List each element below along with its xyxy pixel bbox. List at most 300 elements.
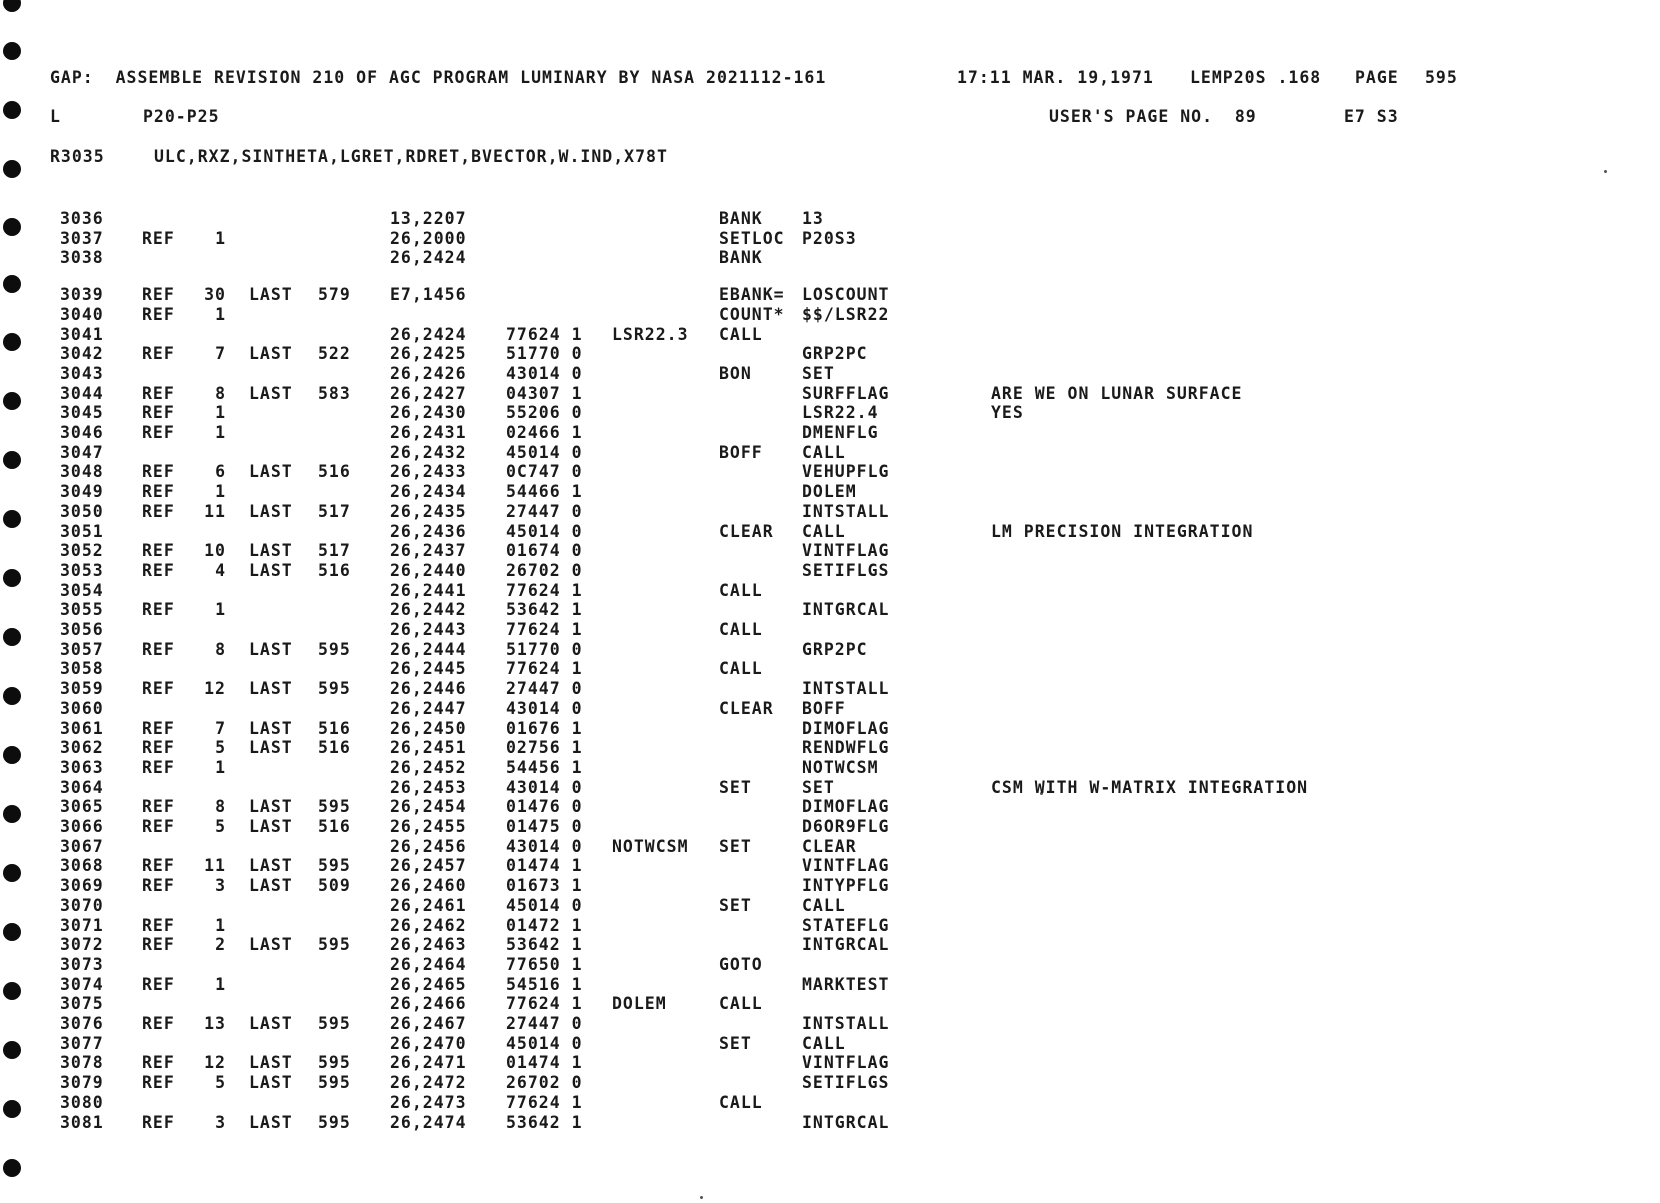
listing-addr-cell: 26,2431 xyxy=(390,423,467,442)
listing-row xyxy=(0,384,1500,404)
listing-label-cell: LSR22.3 xyxy=(612,324,689,344)
listing-line-cell: 3075 xyxy=(60,994,104,1014)
listing-operand-cell: SETIFLGS xyxy=(802,560,890,580)
listing-line-cell: 3041 xyxy=(60,324,104,344)
listing-ref-cell: REF xyxy=(142,541,175,561)
listing-addr-cell: 26,2453 xyxy=(390,777,467,797)
listing-lastn-cell: 595 xyxy=(318,1014,351,1033)
header-tape: LEMP20S .168 xyxy=(1190,68,1322,87)
listing-op-cell: SET xyxy=(719,895,752,915)
listing-row xyxy=(0,994,1500,1014)
listing-line-cell: 3064 xyxy=(60,777,104,797)
listing-lastn-cell: 517 xyxy=(318,501,351,521)
listing-operand-cell: D6OR9FLG xyxy=(802,817,890,836)
listing-code-cell: 77650 1 xyxy=(506,954,583,974)
listing-row xyxy=(0,229,1500,249)
listing-addr-cell: 26,2455 xyxy=(390,817,467,836)
listing-last-cell: LAST xyxy=(249,718,293,738)
listing-line-cell: 3056 xyxy=(60,620,104,639)
listing-code-cell: 77624 1 xyxy=(506,324,583,344)
listing-row xyxy=(0,285,1500,305)
listing-addr-cell: 26,2444 xyxy=(390,639,467,659)
listing-refn-cell: 7 xyxy=(215,344,226,364)
listing-row xyxy=(0,699,1500,719)
listing-ref-cell: REF xyxy=(142,856,175,876)
listing-ref-cell: REF xyxy=(142,228,175,248)
listing-row xyxy=(0,482,1500,502)
listing-addr-cell: 26,2441 xyxy=(390,580,467,600)
listing-op-cell: SET xyxy=(719,777,752,797)
listing-operand-cell: VEHUPFLG xyxy=(802,462,890,482)
listing-comment-cell: ARE WE ON LUNAR SURFACE xyxy=(991,383,1243,403)
listing-operand-cell: INTSTALL xyxy=(802,679,890,699)
listing-line-cell: 3037 xyxy=(60,228,104,248)
listing-addr-cell: 26,2443 xyxy=(390,620,467,639)
listing-op-cell: CLEAR xyxy=(719,521,774,541)
listing-operand-cell: CLEAR xyxy=(802,836,857,856)
listing-lastn-cell: 595 xyxy=(318,1112,351,1132)
listing-code-cell: 01673 1 xyxy=(506,876,583,896)
listing-lastn-cell: 595 xyxy=(318,679,351,699)
listing-row xyxy=(0,581,1500,601)
listing-operand-cell: MARKTEST xyxy=(802,974,890,994)
listing-op-cell: SET xyxy=(719,836,752,856)
bank-code: E7 S3 xyxy=(1344,107,1399,126)
listing-code-cell: 27447 0 xyxy=(506,1014,583,1033)
listing-code-cell: 45014 0 xyxy=(506,895,583,915)
listing-code-cell: 02756 1 xyxy=(506,738,583,758)
listing-ref-cell: REF xyxy=(142,1014,175,1033)
listing-refn-cell: 8 xyxy=(215,797,226,817)
log-section: P20-P25 xyxy=(143,107,220,126)
listing-code-cell: 77624 1 xyxy=(506,620,583,639)
listing-code-cell: 27447 0 xyxy=(506,679,583,699)
listing-op-cell: BON xyxy=(719,363,752,383)
listing-operand-cell: SURFFLAG xyxy=(802,383,890,403)
listing-lastn-cell: 579 xyxy=(318,285,351,305)
listing-ref-cell: REF xyxy=(142,1053,175,1073)
listing-row xyxy=(0,443,1500,463)
listing-lastn-cell: 595 xyxy=(318,1073,351,1093)
listing-refn-cell: 5 xyxy=(215,817,226,836)
listing-line-cell: 3066 xyxy=(60,817,104,836)
listing-line-cell: 3074 xyxy=(60,974,104,994)
listing-row xyxy=(0,364,1500,384)
listing-row xyxy=(0,561,1500,581)
listing-operand-cell: INTSTALL xyxy=(802,1014,890,1033)
listing-line-cell: 3052 xyxy=(60,541,104,561)
listing-row xyxy=(0,305,1500,325)
listing-addr-cell: 26,2425 xyxy=(390,344,467,364)
listing-addr-cell: 26,2437 xyxy=(390,541,467,561)
listing-addr-cell: 26,2464 xyxy=(390,954,467,974)
listing-op-cell: CALL xyxy=(719,580,763,600)
listing-line-cell: 3062 xyxy=(60,738,104,758)
listing-addr-cell: 26,2445 xyxy=(390,659,467,679)
listing-line-cell: 3080 xyxy=(60,1092,104,1112)
listing-addr-cell: 26,2474 xyxy=(390,1112,467,1132)
listing-code-cell: 53642 1 xyxy=(506,600,583,620)
listing-operand-cell: INTSTALL xyxy=(802,501,890,521)
listing-last-cell: LAST xyxy=(249,817,293,836)
listing-operand-cell: SET xyxy=(802,777,835,797)
listing-op-cell: BANK xyxy=(719,209,763,228)
listing-row xyxy=(0,620,1500,640)
listing-addr-cell: 26,2434 xyxy=(390,482,467,502)
listing-row xyxy=(0,758,1500,778)
listing-line-cell: 3047 xyxy=(60,442,104,462)
listing-ref-cell: REF xyxy=(142,639,175,659)
listing-code-cell: 43014 0 xyxy=(506,698,583,718)
users-page-number: USER'S PAGE NO. 89 xyxy=(1049,107,1257,126)
listing-refn-cell: 1 xyxy=(215,228,226,248)
listing-addr-cell: 26,2452 xyxy=(390,757,467,777)
listing-row xyxy=(0,522,1500,542)
listing-ref-cell: REF xyxy=(142,797,175,817)
listing-line-cell: 3071 xyxy=(60,915,104,935)
listing-line-cell: 3069 xyxy=(60,876,104,896)
listing-comment-cell: YES xyxy=(991,403,1024,423)
listing-row xyxy=(0,325,1500,345)
listing-line-cell: 3068 xyxy=(60,856,104,876)
listing-operand-cell: 13 xyxy=(802,209,824,228)
listing-last-cell: LAST xyxy=(249,344,293,364)
listing-code-cell: 45014 0 xyxy=(506,442,583,462)
listing-line-cell: 3081 xyxy=(60,1112,104,1132)
listing-operand-cell: SETIFLGS xyxy=(802,1073,890,1093)
listing-lastn-cell: 516 xyxy=(318,738,351,758)
listing-addr-cell: 26,2433 xyxy=(390,462,467,482)
listing-line-cell: 3045 xyxy=(60,403,104,423)
listing-last-cell: LAST xyxy=(249,935,293,955)
header-page-number: 595 xyxy=(1425,68,1458,87)
listing-addr-cell: 26,2446 xyxy=(390,679,467,699)
listing-lastn-cell: 595 xyxy=(318,935,351,955)
listing-line-cell: 3050 xyxy=(60,501,104,521)
listing-refn-cell: 3 xyxy=(215,1112,226,1132)
listing-code-cell: 01475 0 xyxy=(506,817,583,836)
listing-line-cell: 3077 xyxy=(60,1033,104,1053)
listing-code-cell: 77624 1 xyxy=(506,580,583,600)
listing-line-cell: 3061 xyxy=(60,718,104,738)
listing-code-cell: 51770 0 xyxy=(506,344,583,364)
ref-id: R3035 xyxy=(50,147,105,166)
listing-operand-cell: CALL xyxy=(802,521,846,541)
listing-refn-cell: 1 xyxy=(215,423,226,442)
listing-operand-cell: CALL xyxy=(802,895,846,915)
listing-op-cell: BANK xyxy=(719,248,763,268)
listing-operand-cell: STATEFLG xyxy=(802,915,890,935)
listing-lastn-cell: 516 xyxy=(318,560,351,580)
listing-operand-cell: $$/LSR22 xyxy=(802,304,890,324)
listing-row xyxy=(0,502,1500,522)
listing-addr-cell: 26,2456 xyxy=(390,836,467,856)
listing-ref-cell: REF xyxy=(142,403,175,423)
listing-row xyxy=(0,541,1500,561)
listing-addr-cell: 26,2424 xyxy=(390,248,467,268)
listing-last-cell: LAST xyxy=(249,738,293,758)
listing-code-cell: 01476 0 xyxy=(506,797,583,817)
listing-refn-cell: 1 xyxy=(215,757,226,777)
listing-addr-cell: 26,2436 xyxy=(390,521,467,541)
listing-code-cell: 0C747 0 xyxy=(506,462,583,482)
listing-label-cell: NOTWCSM xyxy=(612,836,689,856)
listing-operand-cell: INTYPFLG xyxy=(802,876,890,896)
listing-lastn-cell: 583 xyxy=(318,383,351,403)
listing-ref-cell: REF xyxy=(142,679,175,699)
listing-code-cell: 53642 1 xyxy=(506,1112,583,1132)
listing-row xyxy=(0,209,1500,229)
listing-refn-cell: 13 xyxy=(204,1014,226,1033)
listing-refn-cell: 7 xyxy=(215,718,226,738)
listing-last-cell: LAST xyxy=(249,856,293,876)
listing-row xyxy=(0,797,1500,817)
listing-refn-cell: 12 xyxy=(204,1053,226,1073)
listing-lastn-cell: 522 xyxy=(318,344,351,364)
listing-addr-cell: 26,2462 xyxy=(390,915,467,935)
listing-addr-cell: 26,2426 xyxy=(390,363,467,383)
listing-lastn-cell: 595 xyxy=(318,856,351,876)
listing-last-cell: LAST xyxy=(249,797,293,817)
listing-op-cell: SET xyxy=(719,1033,752,1053)
listing-refn-cell: 1 xyxy=(215,403,226,423)
listing-last-cell: LAST xyxy=(249,1112,293,1132)
listing-refn-cell: 11 xyxy=(204,856,226,876)
listing-operand-cell: INTGRCAL xyxy=(802,1112,890,1132)
listing-refn-cell: 2 xyxy=(215,935,226,955)
listing-refn-cell: 8 xyxy=(215,383,226,403)
listing-operand-cell: NOTWCSM xyxy=(802,757,879,777)
listing-line-cell: 3048 xyxy=(60,462,104,482)
listing-row xyxy=(0,719,1500,739)
listing-ref-cell: REF xyxy=(142,757,175,777)
listing-operand-cell: P20S3 xyxy=(802,228,857,248)
listing-operand-cell: GRP2PC xyxy=(802,344,868,364)
listing-addr-cell: 26,2000 xyxy=(390,228,467,248)
listing-refn-cell: 6 xyxy=(215,462,226,482)
listing-line-cell: 3038 xyxy=(60,248,104,268)
listing-op-cell: GOTO xyxy=(719,954,763,974)
listing-ref-cell: REF xyxy=(142,560,175,580)
listing-row xyxy=(0,935,1500,955)
listing-ref-cell: REF xyxy=(142,935,175,955)
listing-line-cell: 3060 xyxy=(60,698,104,718)
listing-ref-cell: REF xyxy=(142,876,175,896)
listing-code-cell: 45014 0 xyxy=(506,521,583,541)
listing-row xyxy=(0,778,1500,798)
listing-operand-cell: LOSCOUNT xyxy=(802,285,890,305)
listing-code-cell: 01674 0 xyxy=(506,541,583,561)
listing-op-cell: CALL xyxy=(719,1092,763,1112)
listing-code-cell: 77624 1 xyxy=(506,994,583,1014)
listing-lastn-cell: 595 xyxy=(318,639,351,659)
listing-ref-cell: REF xyxy=(142,600,175,620)
listing-ref-cell: REF xyxy=(142,285,175,305)
listing-comment-cell: LM PRECISION INTEGRATION xyxy=(991,521,1254,541)
listing-ref-cell: REF xyxy=(142,383,175,403)
listing-last-cell: LAST xyxy=(249,383,293,403)
listing-last-cell: LAST xyxy=(249,679,293,699)
listing-operand-cell: INTGRCAL xyxy=(802,600,890,620)
listing-operand-cell: CALL xyxy=(802,1033,846,1053)
listing-row xyxy=(0,738,1500,758)
listing-addr-cell: 26,2432 xyxy=(390,442,467,462)
listing-addr-cell: 26,2454 xyxy=(390,797,467,817)
listing-line-cell: 3079 xyxy=(60,1073,104,1093)
listing-addr-cell: 26,2470 xyxy=(390,1033,467,1053)
listing-ref-cell: REF xyxy=(142,738,175,758)
listing-comment-cell: CSM WITH W-MATRIX INTEGRATION xyxy=(991,777,1309,797)
listing-lastn-cell: 516 xyxy=(318,462,351,482)
listing-row xyxy=(0,1073,1500,1093)
listing-operand-cell: CALL xyxy=(802,442,846,462)
listing-label-cell: DOLEM xyxy=(612,994,667,1014)
listing-refn-cell: 1 xyxy=(215,974,226,994)
listing-line-cell: 3054 xyxy=(60,580,104,600)
ref-symbols: ULC,RXZ,SINTHETA,LGRET,RDRET,BVECTOR,W.IND,X78T xyxy=(154,147,668,166)
listing-code-cell: 02466 1 xyxy=(506,423,583,442)
listing-last-cell: LAST xyxy=(249,639,293,659)
listing-op-cell: BOFF xyxy=(719,442,763,462)
listing-ref-cell: REF xyxy=(142,482,175,502)
listing-addr-cell: 26,2466 xyxy=(390,994,467,1014)
listing-code-cell: 51770 0 xyxy=(506,639,583,659)
listing-row xyxy=(0,403,1500,423)
listing-row xyxy=(0,896,1500,916)
listing-operand-cell: VINTFLAG xyxy=(802,1053,890,1073)
listing-operand-cell: RENDWFLG xyxy=(802,738,890,758)
listing-code-cell: 01472 1 xyxy=(506,915,583,935)
listing-ref-cell: REF xyxy=(142,974,175,994)
listing-row xyxy=(0,1034,1500,1054)
header-datetime: 17:11 MAR. 19,1971 xyxy=(957,68,1154,87)
listing-line-cell: 3055 xyxy=(60,600,104,620)
listing-last-cell: LAST xyxy=(249,462,293,482)
listing-ref-cell: REF xyxy=(142,423,175,442)
listing-addr-cell: 13,2207 xyxy=(390,209,467,228)
listing-code-cell: 26702 0 xyxy=(506,560,583,580)
listing-line-cell: 3072 xyxy=(60,935,104,955)
listing-row xyxy=(0,1014,1500,1034)
listing-row xyxy=(0,600,1500,620)
listing-code-cell: 04307 1 xyxy=(506,383,583,403)
listing-operand-cell: DIMOFLAG xyxy=(802,718,890,738)
listing-row xyxy=(0,344,1500,364)
listing-last-cell: LAST xyxy=(249,560,293,580)
listing-line-cell: 3059 xyxy=(60,679,104,699)
listing-addr-cell: 26,2465 xyxy=(390,974,467,994)
listing-code-cell: 26702 0 xyxy=(506,1073,583,1093)
listing-code-cell: 27447 0 xyxy=(506,501,583,521)
listing-addr-cell: 26,2447 xyxy=(390,698,467,718)
listing-line-cell: 3073 xyxy=(60,954,104,974)
listing-addr-cell: E7,1456 xyxy=(390,285,467,305)
listing-code-cell: 43014 0 xyxy=(506,777,583,797)
listing-row xyxy=(0,1093,1500,1113)
listing-line-cell: 3053 xyxy=(60,560,104,580)
listing-addr-cell: 26,2471 xyxy=(390,1053,467,1073)
listing-refn-cell: 10 xyxy=(204,541,226,561)
listing-refn-cell: 11 xyxy=(204,501,226,521)
listing-row xyxy=(0,856,1500,876)
listing-lastn-cell: 595 xyxy=(318,1053,351,1073)
listing-op-cell: EBANK= xyxy=(719,285,785,305)
listing-line-cell: 3049 xyxy=(60,482,104,502)
listing-line-cell: 3036 xyxy=(60,209,104,228)
listing-row xyxy=(0,1053,1500,1073)
listing-line-cell: 3070 xyxy=(60,895,104,915)
listing-code-cell: 45014 0 xyxy=(506,1033,583,1053)
listing-row xyxy=(0,876,1500,896)
listing-refn-cell: 5 xyxy=(215,738,226,758)
listing-line-cell: 3039 xyxy=(60,285,104,305)
listing-refn-cell: 1 xyxy=(215,482,226,502)
listing-row xyxy=(0,659,1500,679)
listing-refn-cell: 5 xyxy=(215,1073,226,1093)
listing-ref-cell: REF xyxy=(142,718,175,738)
listing-ref-cell: REF xyxy=(142,462,175,482)
listing-code-cell: 77624 1 xyxy=(506,659,583,679)
listing-refn-cell: 1 xyxy=(215,600,226,620)
listing-operand-cell: DMENFLG xyxy=(802,423,879,442)
listing-ref-cell: REF xyxy=(142,915,175,935)
listing-addr-cell: 26,2463 xyxy=(390,935,467,955)
header-title-line: GAP: ASSEMBLE REVISION 210 OF AGC PROGRAM LUMINARY BY NASA 2021112-161 xyxy=(50,68,827,87)
listing-line-cell: 3044 xyxy=(60,383,104,403)
listing-operand-cell: VINTFLAG xyxy=(802,856,890,876)
listing-last-cell: LAST xyxy=(249,1073,293,1093)
listing-row xyxy=(0,955,1500,975)
listing-last-cell: LAST xyxy=(249,1014,293,1033)
listing-line-cell: 3046 xyxy=(60,423,104,442)
listing-row xyxy=(0,975,1500,995)
listing-addr-cell: 26,2430 xyxy=(390,403,467,423)
listing-line-cell: 3065 xyxy=(60,797,104,817)
listing-ref-cell: REF xyxy=(142,501,175,521)
listing-addr-cell: 26,2460 xyxy=(390,876,467,896)
listing-line-cell: 3067 xyxy=(60,836,104,856)
log-section-prefix: L xyxy=(50,107,61,126)
listing-lastn-cell: 595 xyxy=(318,797,351,817)
listing-op-cell: CALL xyxy=(719,324,763,344)
listing-code-cell: 53642 1 xyxy=(506,935,583,955)
listing-op-cell: CALL xyxy=(719,994,763,1014)
listing-line-cell: 3043 xyxy=(60,363,104,383)
listing-ref-cell: REF xyxy=(142,1073,175,1093)
listing-refn-cell: 8 xyxy=(215,639,226,659)
listing-lastn-cell: 509 xyxy=(318,876,351,896)
listing-addr-cell: 26,2472 xyxy=(390,1073,467,1093)
listing-code-cell: 55206 0 xyxy=(506,403,583,423)
listing-refn-cell: 12 xyxy=(204,679,226,699)
listing-op-cell: SETLOC xyxy=(719,228,785,248)
listing-op-cell: CALL xyxy=(719,620,763,639)
listing-addr-cell: 26,2451 xyxy=(390,738,467,758)
listing-op-cell: CALL xyxy=(719,659,763,679)
listing-line-cell: 3057 xyxy=(60,639,104,659)
listing-operand-cell: DIMOFLAG xyxy=(802,797,890,817)
listing-last-cell: LAST xyxy=(249,1053,293,1073)
listing-op-cell: COUNT* xyxy=(719,304,785,324)
listing-row xyxy=(0,1113,1500,1133)
listing-addr-cell: 26,2461 xyxy=(390,895,467,915)
header-page-label: PAGE xyxy=(1355,68,1399,87)
listing-line-cell: 3040 xyxy=(60,304,104,324)
listing-refn-cell: 1 xyxy=(215,304,226,324)
listing-row xyxy=(0,640,1500,660)
listing-row xyxy=(0,916,1500,936)
listing-row xyxy=(0,837,1500,857)
